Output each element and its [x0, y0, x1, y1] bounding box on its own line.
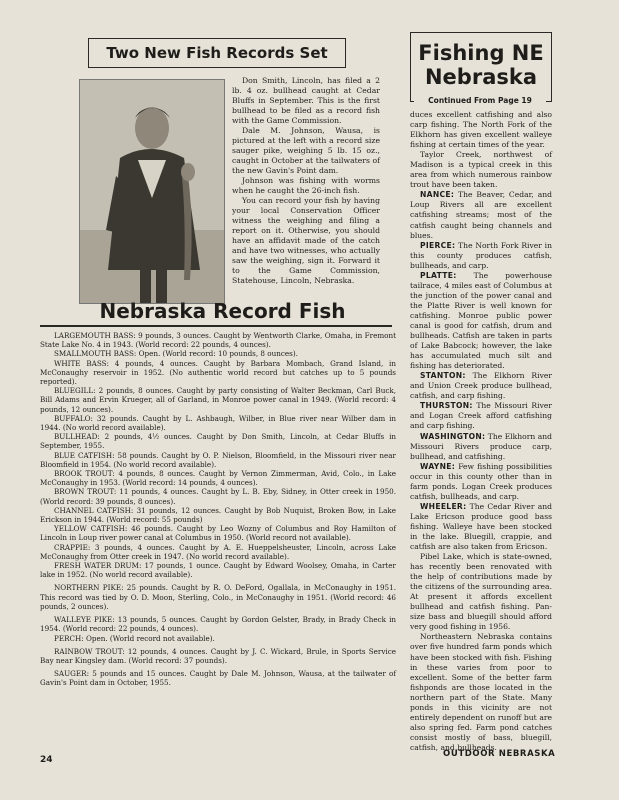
- record-entry: BUFFALO: 32 pounds. Caught by L. Ashbaugh, Wilber, in Blue river near Wilber dam in 1944. (No world record available).: [40, 413, 396, 433]
- county-text: The Beaver, Cedar, and Loup Rivers all are excellent catfishing streams; most of the catfish caught being channels and blues.: [410, 190, 552, 240]
- record-entry: BROOK TROUT: 4 pounds, 8 ounces. Caught by Vernon Zimmerman, Avid, Colo., in Lake McConaughy in 1953. (World record: 14 pounds, 4 ounces).: [40, 469, 396, 488]
- intro-paragraph: You can record your fish by having your local Conservation Officer witness the weighing and filing a report on it. Otherwise, you should have an affidavit made of the catch and have two witnesses, who actually saw the weighing, sign it. Forward it to the Game Commission, Statehouse, Lincoln, Nebraska.: [232, 196, 380, 285]
- continued-note: Continued From Page 19: [414, 96, 546, 108]
- record-entry: CHANNEL CATFISH: 31 pounds, 12 ounces. Caught by Bob Nuquist, Broken Bow, in Lake Erickson in 1944. (World record: 55 pounds): [40, 505, 396, 525]
- record-entry: WHITE BASS: 4 pounds, 4 ounces. Caught by Barbara Mombach, Grand Island, in McConaughy reservoir in 1952. (No authentic world record but catches up to 5 pounds reported).: [40, 358, 396, 387]
- county-paragraph: [410, 462, 552, 502]
- county-label: WASHINGTON:: [420, 431, 486, 441]
- side-paragraph: Northeastern Nebraska contains over five hundred farm ponds which have been stocked with fish. Fishing in these varies from poor to excellent. Some of the better farm fishponds are those located in the northern part of the State. Many ponds in this vicinity are not entirely dependent on runoff but are also spring fed. Farm pond catches consist mostly of bass, bluegill, catfish, and bullheads.: [410, 632, 552, 752]
- record-entry: BULLHEAD: 2 pounds, 4½ ounces. Caught by Don Smith, Lincoln, at Cedar Bluffs in September, 1955.: [40, 432, 396, 451]
- county-label: STANTON:: [420, 371, 466, 381]
- records-list: [40, 331, 396, 688]
- side-paragraph: Taylor Creek, northwest of Madison is a typical creek in this area from which numerous rainbow trout have been taken.: [410, 150, 552, 190]
- intro-article: [232, 76, 380, 286]
- county-label: PLATTE:: [420, 270, 457, 280]
- record-entry: LARGEMOUTH BASS: 9 pounds, 3 ounces. Caught by Wentworth Clarke, Omaha, in Fremont State Lake No. 4 in 1943. (World record: 22 pounds, 4 ounces).: [40, 331, 396, 350]
- headline: Two New Fish Records Set: [106, 44, 328, 62]
- county-paragraph: [410, 271, 552, 371]
- county-label: PIERCE:: [420, 240, 456, 250]
- records-title: Nebraska Record Fish: [99, 299, 346, 323]
- county-text: The Elkhorn and Missouri Rivers produce carp, bullhead, and catfishing.: [410, 431, 552, 461]
- record-entry: WALLEYE PIKE: 13 pounds, 5 ounces. Caught by Gordon Gelster, Brady, in Brady Check in 1954. (World record: 22 pounds, 4 ounces).: [40, 615, 396, 634]
- record-entry: FRESH WATER DRUM: 17 pounds, 1 ounce. Caught by Edward Woolsey, Omaha, in Carter lake in 1952. (No world record available).: [40, 561, 396, 580]
- record-entry: YELLOW CATFISH: 46 pounds. Caught by Leo Wozny of Columbus and Roy Hamilton of Lincoln in Loup river power canal at Columbus in 1950. (World record not available).: [40, 524, 396, 543]
- page-number: 24: [40, 755, 53, 765]
- record-entry: BROWN TROUT: 11 pounds, 4 ounces. Caught by L. B. Eby, Sidney, in Otter creek in 1950. (World record: 39 pounds, 8 ounces).: [40, 487, 396, 506]
- intro-paragraph: Don Smith, Lincoln, has filed a 2 lb. 4 oz. bullhead caught at Cedar Bluffs in September. This is the first bullhead to be filed as a record fish with the Game Commission.: [232, 76, 380, 125]
- side-headline-box: [410, 32, 552, 102]
- side-paragraph: Pibel Lake, which is state-owned, has recently been renovated with the help of contributions made by the citizens of the surrounding area. At present it affords excellent bullhead and catfish fishing. Pan-size bass and bluegill should afford very good fishing in 1956.: [410, 552, 552, 632]
- county-text: The powerhouse tailrace, 4 miles east of Columbus at the junction of the power canal and the Platte River is well known for catfishing. Monroe public power canal is good for catfish, drum and bullheads. Catfish are taken in parts of Lake Babcock; however, the lake has accumulated much silt and fishing has deteriorated.: [410, 270, 552, 371]
- county-text: The Missouri River and Logan Creek afford catfishing and carp fishing.: [410, 401, 552, 431]
- county-label: NANCE:: [420, 190, 455, 200]
- headline-box: [88, 38, 346, 68]
- records-divider: [40, 325, 392, 327]
- side-title-line-2: Nebraska: [424, 65, 537, 89]
- record-entry: CRAPPIE: 3 pounds, 4 ounces. Caught by A. E. Hueppelsheuster, Lincoln, across Lake McConaughy from Otter creek in 1947. (No world record available).: [40, 542, 396, 561]
- county-text: The Elkhorn River and Union Creek produce bullhead, catfish, and carp fishing.: [410, 371, 552, 401]
- photo-angler-with-sauger: [79, 79, 225, 304]
- county-text: The Cedar River and Lake Ericson produce good bass fishing. Walleye have been stocked in the lake. Bluegill, crappie, and catfish are also taken from Ericson.: [410, 501, 552, 552]
- county-paragraph: [410, 241, 552, 271]
- county-paragraph: [410, 432, 552, 462]
- county-label: THURSTON:: [420, 401, 473, 411]
- county-label: WAYNE:: [420, 461, 456, 471]
- record-entry: BLUE CATFISH: 58 pounds. Caught by O. P. Nielson, Bloomfield, in the Missouri river near Bloomfield in 1954. (No world record available).: [40, 450, 396, 469]
- record-entry: BLUEGILL: 2 pounds, 8 ounces. Caught by party consisting of Walter Beckman, Carl Buck, Bill Adams and Ervin Krueger, all of Garland, in Monroe power canal in 1949. (World record: 4 pounds, 12 ounces).: [40, 386, 396, 414]
- county-paragraph: [410, 371, 552, 401]
- magazine-name: OUTDOOR NEBRASKA: [443, 749, 556, 759]
- county-text: The North Fork River in this county produces catfish, bullheads, and carp.: [410, 240, 552, 270]
- county-paragraph: [410, 502, 552, 552]
- intro-paragraph: Johnson was fishing with worms when he caught the 26-inch fish.: [232, 176, 380, 195]
- county-paragraph: [410, 190, 552, 240]
- record-entry: RAINBOW TROUT: 12 pounds, 4 ounces. Caught by J. C. Wickard, Brule, in Sports Service Bay near Kingsley dam. (World record: 37 pounds).: [40, 646, 396, 665]
- record-entry: SMALLMOUTH BASS: Open. (World record: 10 pounds, 8 ounces).: [54, 349, 298, 359]
- county-text: Few fishing possibilities occur in this county other than in farm ponds. Logan Creek produces catfish, bullheads, and carp.: [410, 461, 552, 501]
- side-article: [410, 110, 552, 753]
- side-title-line-1: Fishing NE: [418, 41, 544, 65]
- record-entry: PERCH: Open. (World record not available).: [54, 633, 215, 643]
- photo-illustration: [80, 80, 224, 303]
- record-entry: SAUGER: 5 pounds and 15 ounces. Caught by Dale M. Johnson, Wausa, at the tailwater of Gavin's Point dam in October, 1955.: [40, 669, 396, 688]
- side-paragraph: duces excellent catfishing and also carp fishing. The North Fork of the Elkhorn has given excellent walleye fishing at certain times of the year.: [410, 110, 552, 150]
- county-paragraph: [410, 401, 552, 431]
- intro-paragraph: Dale M. Johnson, Wausa, is pictured at the left with a record size sauger pike, weighing 5 lb. 15 oz., caught in October at the tailwaters of the new Gavin's Point dam.: [232, 126, 380, 175]
- record-entry: NORTHERN PIKE: 25 pounds. Caught by R. O. DeFord, Ogallala, in McConaughy in 1951. This record was tied by O. D. Moon, Sterling, Colo., in McConaughy in 1951. (World record: 46 pounds, 2 ounces).: [40, 583, 396, 611]
- county-label: WHEELER:: [420, 501, 467, 511]
